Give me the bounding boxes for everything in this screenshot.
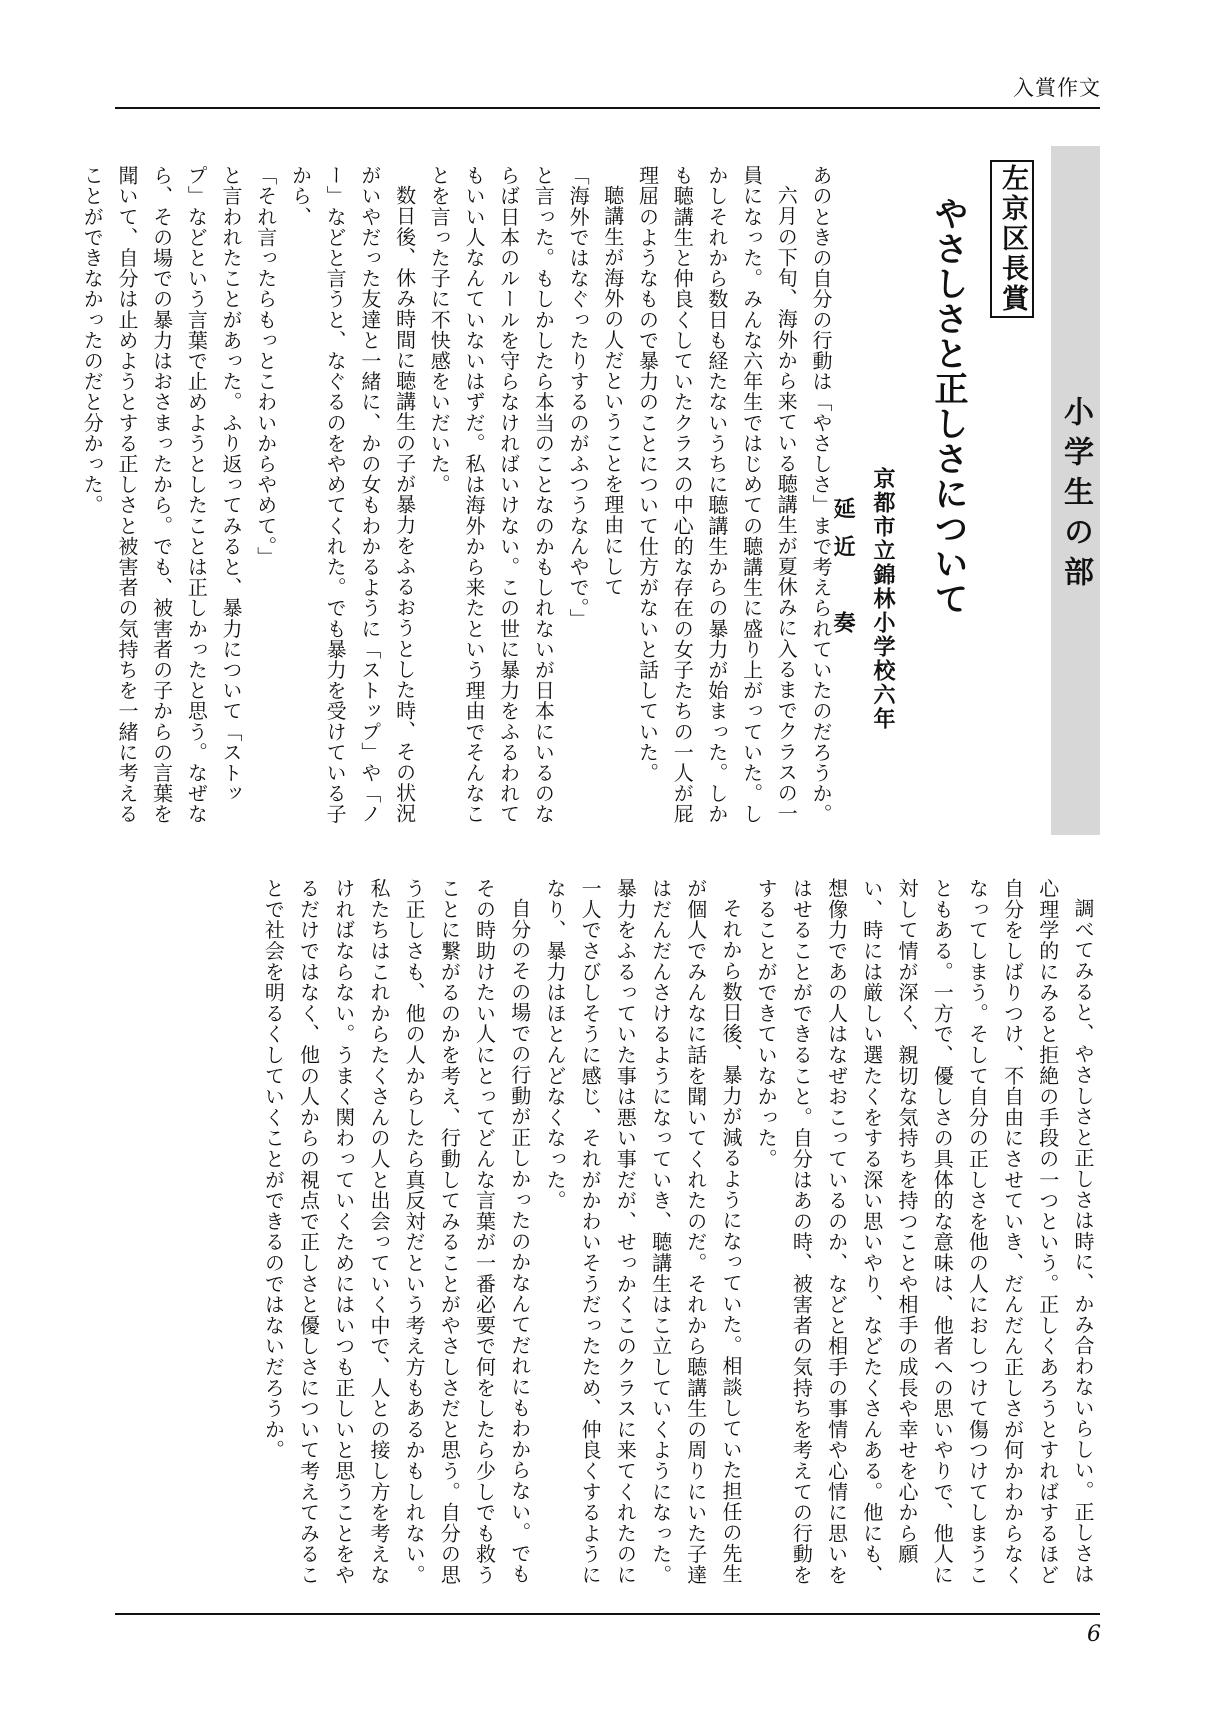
- essay-body-lower: [255, 878, 1100, 1590]
- paragraph: と言われたことがあった。ふり返ってみると、暴力について「ストップ」などという言葉で止めようとしたことは正しかったと思う。なぜなら、その場での暴力はおさまったから。でも、被害者の子からの言葉を聞いて、自分は止めようとする正しさと被害者の気持ちを一緒に考えることができなかったのだと分かった。: [80, 165, 244, 825]
- author-school: 京都市立錦林小学校六年: [870, 467, 895, 731]
- paragraph: 調べてみると、やさしさと正しさは時に、かみ合わないらしい。正しさは心理学的にみると拒絶の手段の一つという。正しくあろうとすればするほど自分をしばりつけ、不自由にさせていき、だんだん正しさが何かわからなくなってしまう。そして自分の正しさを他の人におしつけて傷つけてしまうこともある。一方で、優しさの具体的な意味は、他者への思いやりで、他人に対して情が深く、親切な気持ちを持つことや相手の成長や幸せを心から願い、時には厳しい選たくをする深い思いやり、などたくさんある。他にも、想像力であの人はなぜおこっているのか、などと相手の事情や心情に思いをはせることができること。自分はあの時、被害者の気持ちを考えての行動をすることができていなかった。: [754, 878, 1095, 1586]
- award-box: [990, 160, 1034, 318]
- author-line: [830, 467, 902, 847]
- quote: 「それ言ったらもっとこわいからやめて。」: [253, 165, 278, 567]
- category-banner: 小学生の部: [1051, 146, 1100, 835]
- award-name: 左京区長賞: [997, 164, 1028, 314]
- page-number: 6: [1087, 1622, 1101, 1647]
- section-header-label: 入賞作文: [1013, 76, 1101, 100]
- paragraph: それから数日後、暴力が減るようになっていた。相談していた担任の先生が個人でみんなに話を聞いてくれたのだ。それから聴講生の周りにいた子達はだんだんさけるようになっていき、聴講生はこ立していくようになった。暴力をふるっていた事は悪い事だが、せっかくこのクラスに来てくれたのに一人でさびしそうに感じ、それがかわいそうだったため、仲良くするようになり、暴力はほとんどなくなった。: [542, 878, 743, 1586]
- essay-title: やさしさと正しさについて: [928, 196, 968, 616]
- paragraph: 自分のその場での行動が正しかったのかなんてだれにもわからない。でもその時助けたい人にとってどんな言葉が一番必要で何をしたら少しでも救うことに繋がるのかを考え、行動してみることがやさしさだと思う。自分の思う正しさも、他の人からしたら真反対だという考え方もあるかもしれない。私たちはこれからたくさんの人と出会っていく中で、人との接し方を考えなければならない。うまく関わっていくためにはいつも正しいと思うことをやるだけではなく、他の人からの視点で正しさと優しさについて考えてみることで社会を明るくしていくことができるのではないだろうか。: [261, 878, 532, 1586]
- quote: 「海外ではなぐったりするのがふつうなんやで。」: [566, 165, 591, 629]
- header-rule: [115, 107, 1100, 109]
- paragraph: あのときの自分の行動は「やさしさ」まで考えられていたのだろうか。: [809, 165, 833, 825]
- author-name: 延近 奏: [830, 497, 855, 649]
- footer-rule: [115, 1613, 1100, 1615]
- essay-body-upper: [80, 165, 838, 833]
- paragraph: 六月の下旬、海外から来ている聴講生が夏休みに入るまでクラスの一員になった。みんな六年生ではじめての聴講生に盛り上がっていた。しかしそれから数日も経たないうちに聴講生からの暴力が始まった。しかも聴講生と仲良くしていたクラスの中心的な存在の女子たちの一人が屁理屈のようなもので暴力のことについて仕方がないと話していた。: [635, 165, 799, 825]
- paragraph: 数日後、休み時間に聴講生の子が暴力をふるおうとした時、その状況がいやだった友達と一緒に、かの女もわかるように「ストップ」や「ノー」などと言うと、なぐるのをやめてくれた。でも暴力を受けている子から、: [288, 165, 417, 825]
- paragraph: 聴講生が海外の人だということを理由にして: [600, 185, 625, 597]
- paragraph: と言った。もしかしたら本当のことなのかもしれないが日本にいるのならば日本のルールを守らなければいけない。この世に暴力をふるわれてもいい人なんていないはずだ。私は海外から来たという理由でそんなことを言った子に不快感をいだいた。: [427, 165, 556, 825]
